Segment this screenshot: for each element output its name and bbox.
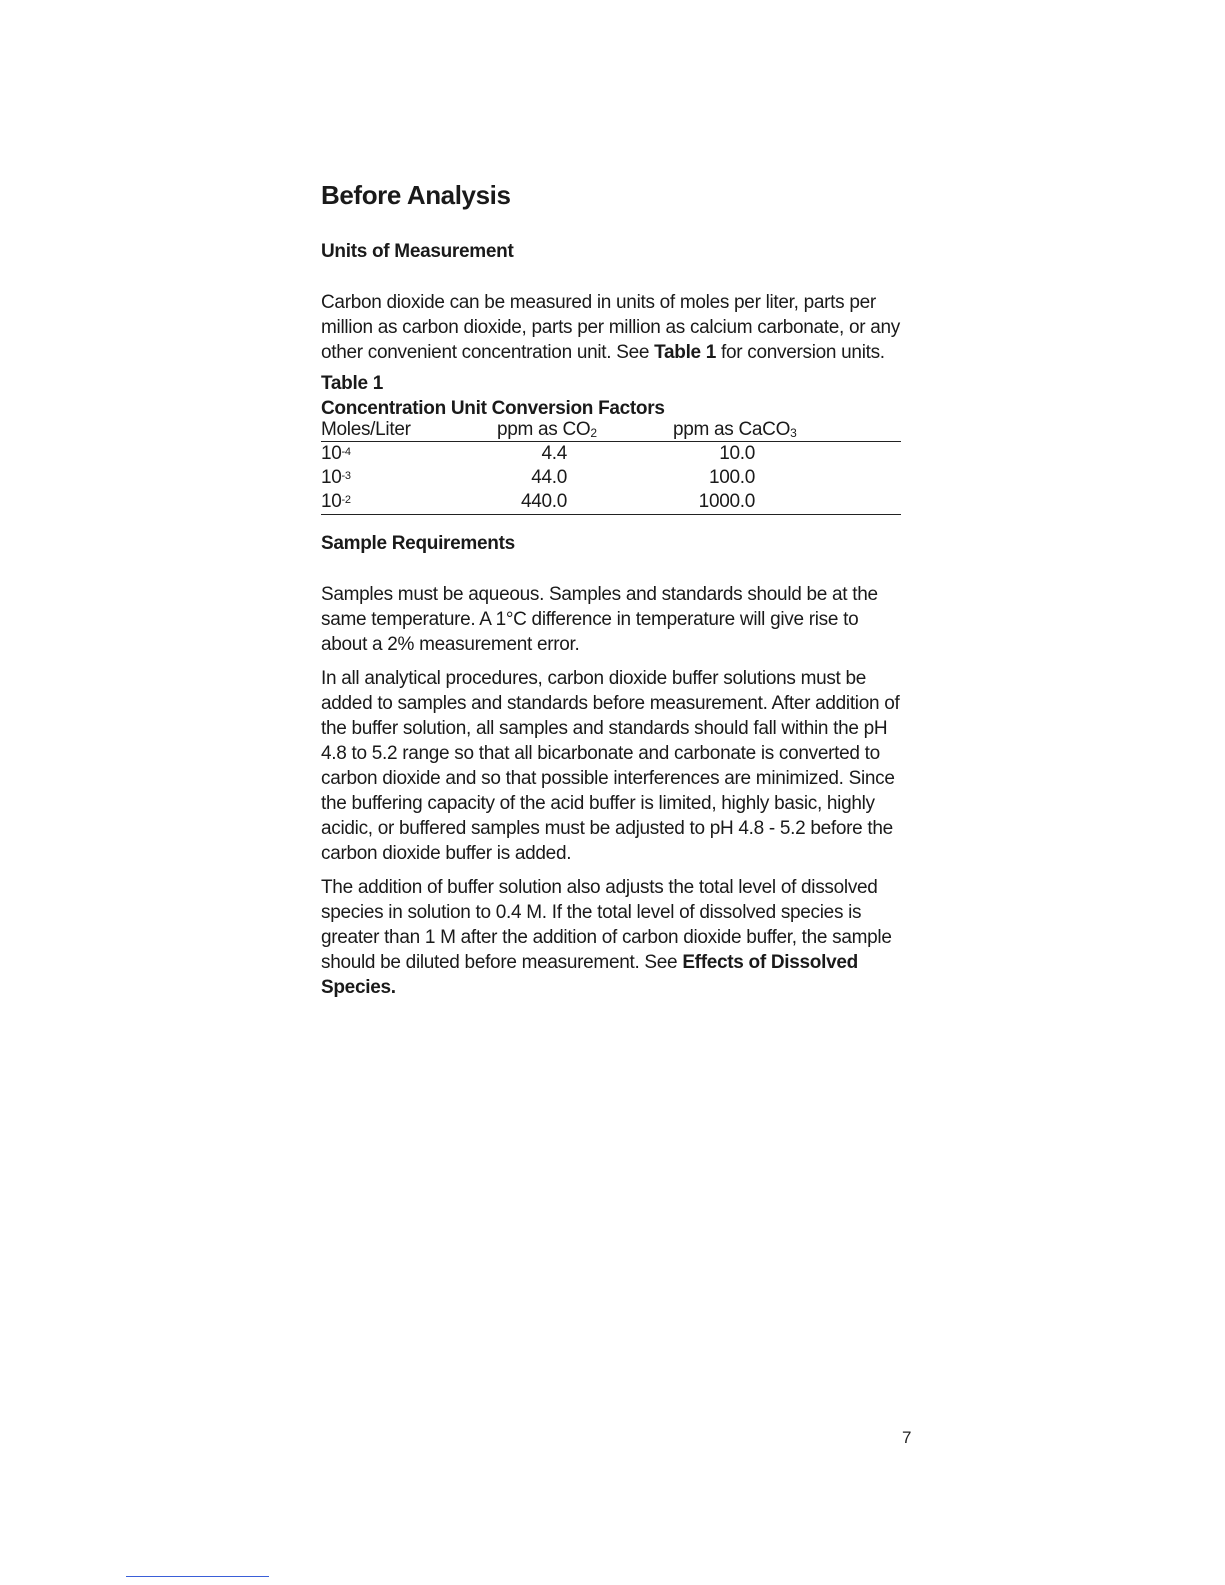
moles-cell (321, 490, 497, 515)
sample-paragraph-2: In all analytical procedures, carbon dioxide buffer solutions must be added to samples and standards before measurement. After addition of the buffer solution, all samples and standards should fall within the pH 4.8 to 5.2 range so that all bicarbonate and carbonate is converted to carbon dioxide and so that possible interferences are minimized. Since the buffering capacity of the acid buffer is limited, highly basic, highly acidic, or buffered samples must be adjusted to pH 4.8 - 5.2 before the carbon dioxide buffer is added. (321, 668, 900, 864)
ppm-co2-cell: 44.0 (531, 467, 567, 488)
sample-paragraph-3-text: The addition of buffer solution also adjusts the total level of dissolved species in solution to 0.4 M. If the total level of dissolved species is greater than 1 M after the addition of carbon dioxide buffer, the sample should be diluted before measurement. See (321, 877, 892, 973)
moles-base: 10 (321, 491, 342, 512)
table-caption: Concentration Unit Conversion Factors (321, 398, 665, 419)
sample-paragraph-3 (321, 875, 901, 1000)
moles-cell (321, 466, 497, 490)
table-header-row (321, 419, 901, 442)
units-paragraph (321, 290, 901, 365)
page-content (321, 178, 901, 1009)
header-ppm-co2-text: ppm as CO (497, 419, 591, 440)
moles-exponent: -4 (341, 446, 351, 458)
table-row (321, 490, 901, 515)
header-ppm-caco3 (673, 419, 901, 442)
conversion-table (321, 419, 901, 515)
table-row (321, 442, 901, 467)
page-title: Before Analysis (321, 180, 511, 210)
moles-base: 10 (321, 467, 342, 488)
header-moles-liter: Moles/Liter (321, 419, 497, 442)
moles-cell (321, 442, 497, 467)
effects-reference: Effects of Dissolved Species. (321, 952, 858, 998)
ppm-caco3-cell: 100.0 (708, 467, 755, 488)
header-ppm-co2 (497, 419, 673, 442)
ppm-caco3-cell: 1000.0 (673, 490, 901, 515)
moles-base: 10 (321, 443, 342, 464)
table-row (321, 466, 901, 490)
header-ppm-co2-subscript: 2 (590, 426, 597, 440)
sample-paragraph-1: Samples must be aqueous. Samples and standards should be at the same temperature. A 1°C difference in temperature will give rise to about a 2% measurement error. (321, 584, 878, 655)
page-number: 7 (902, 1428, 912, 1447)
section-heading-units: Units of Measurement (321, 241, 514, 262)
ppm-co2-cell: 4.4 (541, 443, 567, 464)
units-paragraph-tail: for conversion units. (716, 342, 885, 363)
section-heading-sample-requirements: Sample Requirements (321, 533, 515, 554)
ppm-co2-cell: 440.0 (497, 490, 673, 515)
table-label: Table 1 (321, 373, 383, 394)
footer-rule (126, 1576, 269, 1577)
header-ppm-caco3-subscript: 3 (790, 426, 797, 440)
header-ppm-caco3-text: ppm as CaCO (673, 419, 791, 440)
moles-exponent: -3 (341, 470, 351, 482)
ppm-caco3-cell: 10.0 (719, 443, 755, 464)
moles-exponent: -2 (341, 494, 351, 506)
table-reference: Table 1 (654, 342, 717, 363)
units-paragraph-text: Carbon dioxide can be measured in units of moles per liter, parts per million as carbon dioxide, parts per million as calcium carbonate, or any other convenient concentration unit. See (321, 292, 900, 363)
